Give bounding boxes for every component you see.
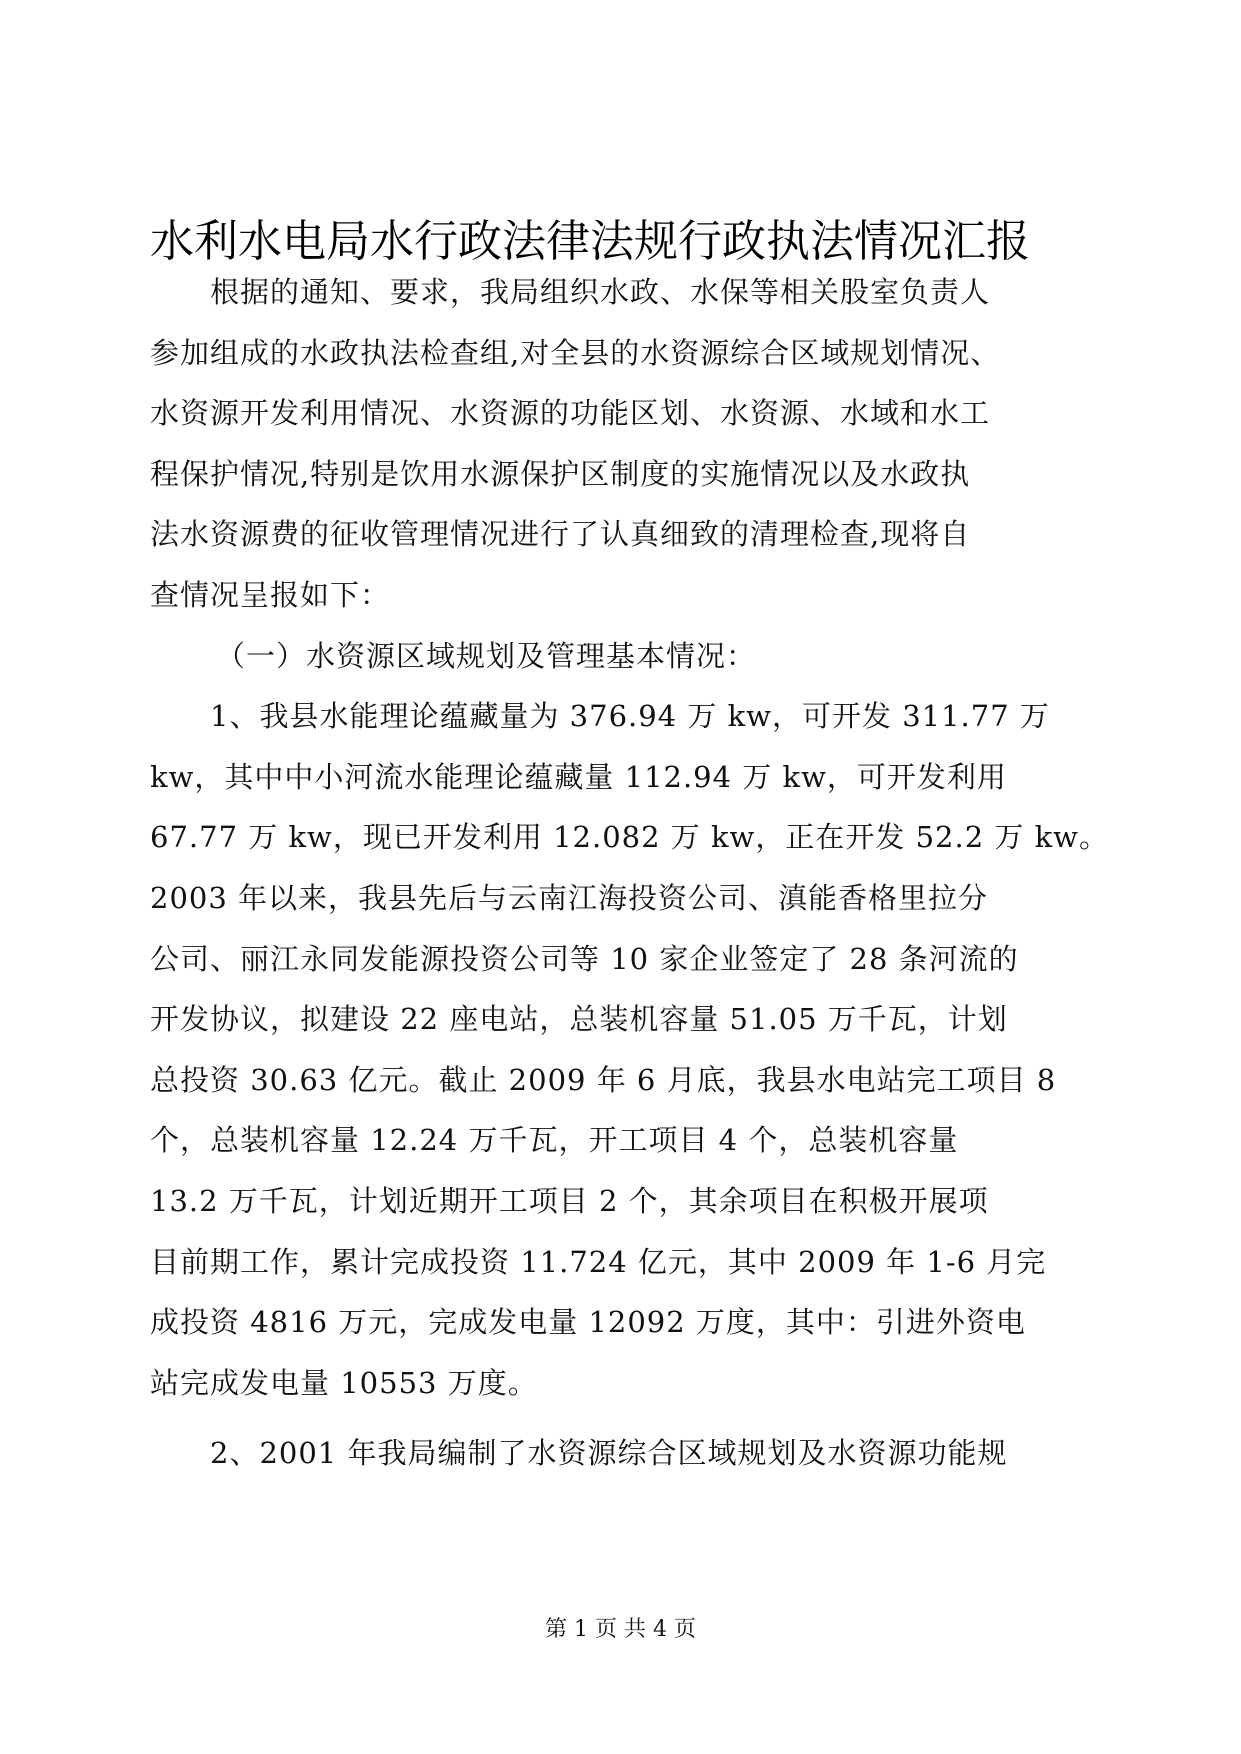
paragraph-line: 水资源开发利用情况、水资源的功能区划、水资源、水域和水工 (150, 396, 991, 431)
paragraph-line: 总投资 30.63 亿元。截止 2009 年 6 月底，我县水电站完工项目 8 (150, 1062, 1057, 1097)
paragraph-line: 成投资 4816 万元，完成发电量 12092 万度，其中：引进外资电 (150, 1305, 1026, 1340)
paragraph-line: 查情况呈报如下： (150, 577, 391, 612)
paragraph-line: 2、2001 年我局编制了水资源综合区域规划及水资源功能规 (210, 1436, 1008, 1471)
section-heading: （一）水资源区域规划及管理基本情况： (216, 638, 757, 673)
paragraph-line: 2003 年以来，我县先后与云南江海投资公司、滇能香格里拉分 (150, 880, 989, 915)
paragraph-line: 根据的通知、要求，我局组织水政、水保等相关股室负责人 (210, 275, 991, 309)
document-title: 水利水电局水行政法律法规行政执法情况汇报 (150, 216, 1030, 267)
paragraph-line: kw，其中中小河流水能理论蕴藏量 112.94 万 kw，可开发利用 (150, 759, 1007, 794)
paragraph-line: 参加组成的水政执法检查组,对全县的水资源综合区域规划情况、 (150, 335, 1001, 370)
paragraph-line: 13.2 万千瓦，计划近期开工项目 2 个，其余项目在积极开展项 (150, 1183, 989, 1218)
paragraph-line: 公司、丽江永同发能源投资公司等 10 家企业签定了 28 条河流的 (150, 941, 1019, 976)
paragraph-line: 程保护情况,特别是饮用水源保护区制度的实施情况以及水政执 (150, 456, 971, 491)
page-footer: 第 1 页 共 4 页 (545, 1617, 696, 1642)
paragraph-line: 站完成发电量 10553 万度。 (150, 1365, 538, 1400)
paragraph-line: 法水资源费的征收管理情况进行了认真细致的清理检查,现将自 (150, 517, 971, 552)
paragraph-line: 67.77 万 kw，现已开发利用 12.082 万 kw，正在开发 52.2 万 kw。 (150, 820, 1109, 855)
paragraph-line: 个，总装机容量 12.24 万千瓦，开工项目 4 个，总装机容量 (150, 1123, 959, 1158)
paragraph-line: 目前期工作，累计完成投资 11.724 亿元，其中 2009 年 1-6 月完 (150, 1244, 1047, 1279)
paragraph-line: 开发协议，拟建设 22 座电站，总装机容量 51.05 万千瓦，计划 (150, 1002, 1008, 1037)
document-body (150, 262, 1109, 1484)
blank-line (150, 1413, 1080, 1423)
paragraph-line: 1、我县水能理论蕴藏量为 376.94 万 kw，可开发 311.77 万 (210, 699, 1050, 734)
